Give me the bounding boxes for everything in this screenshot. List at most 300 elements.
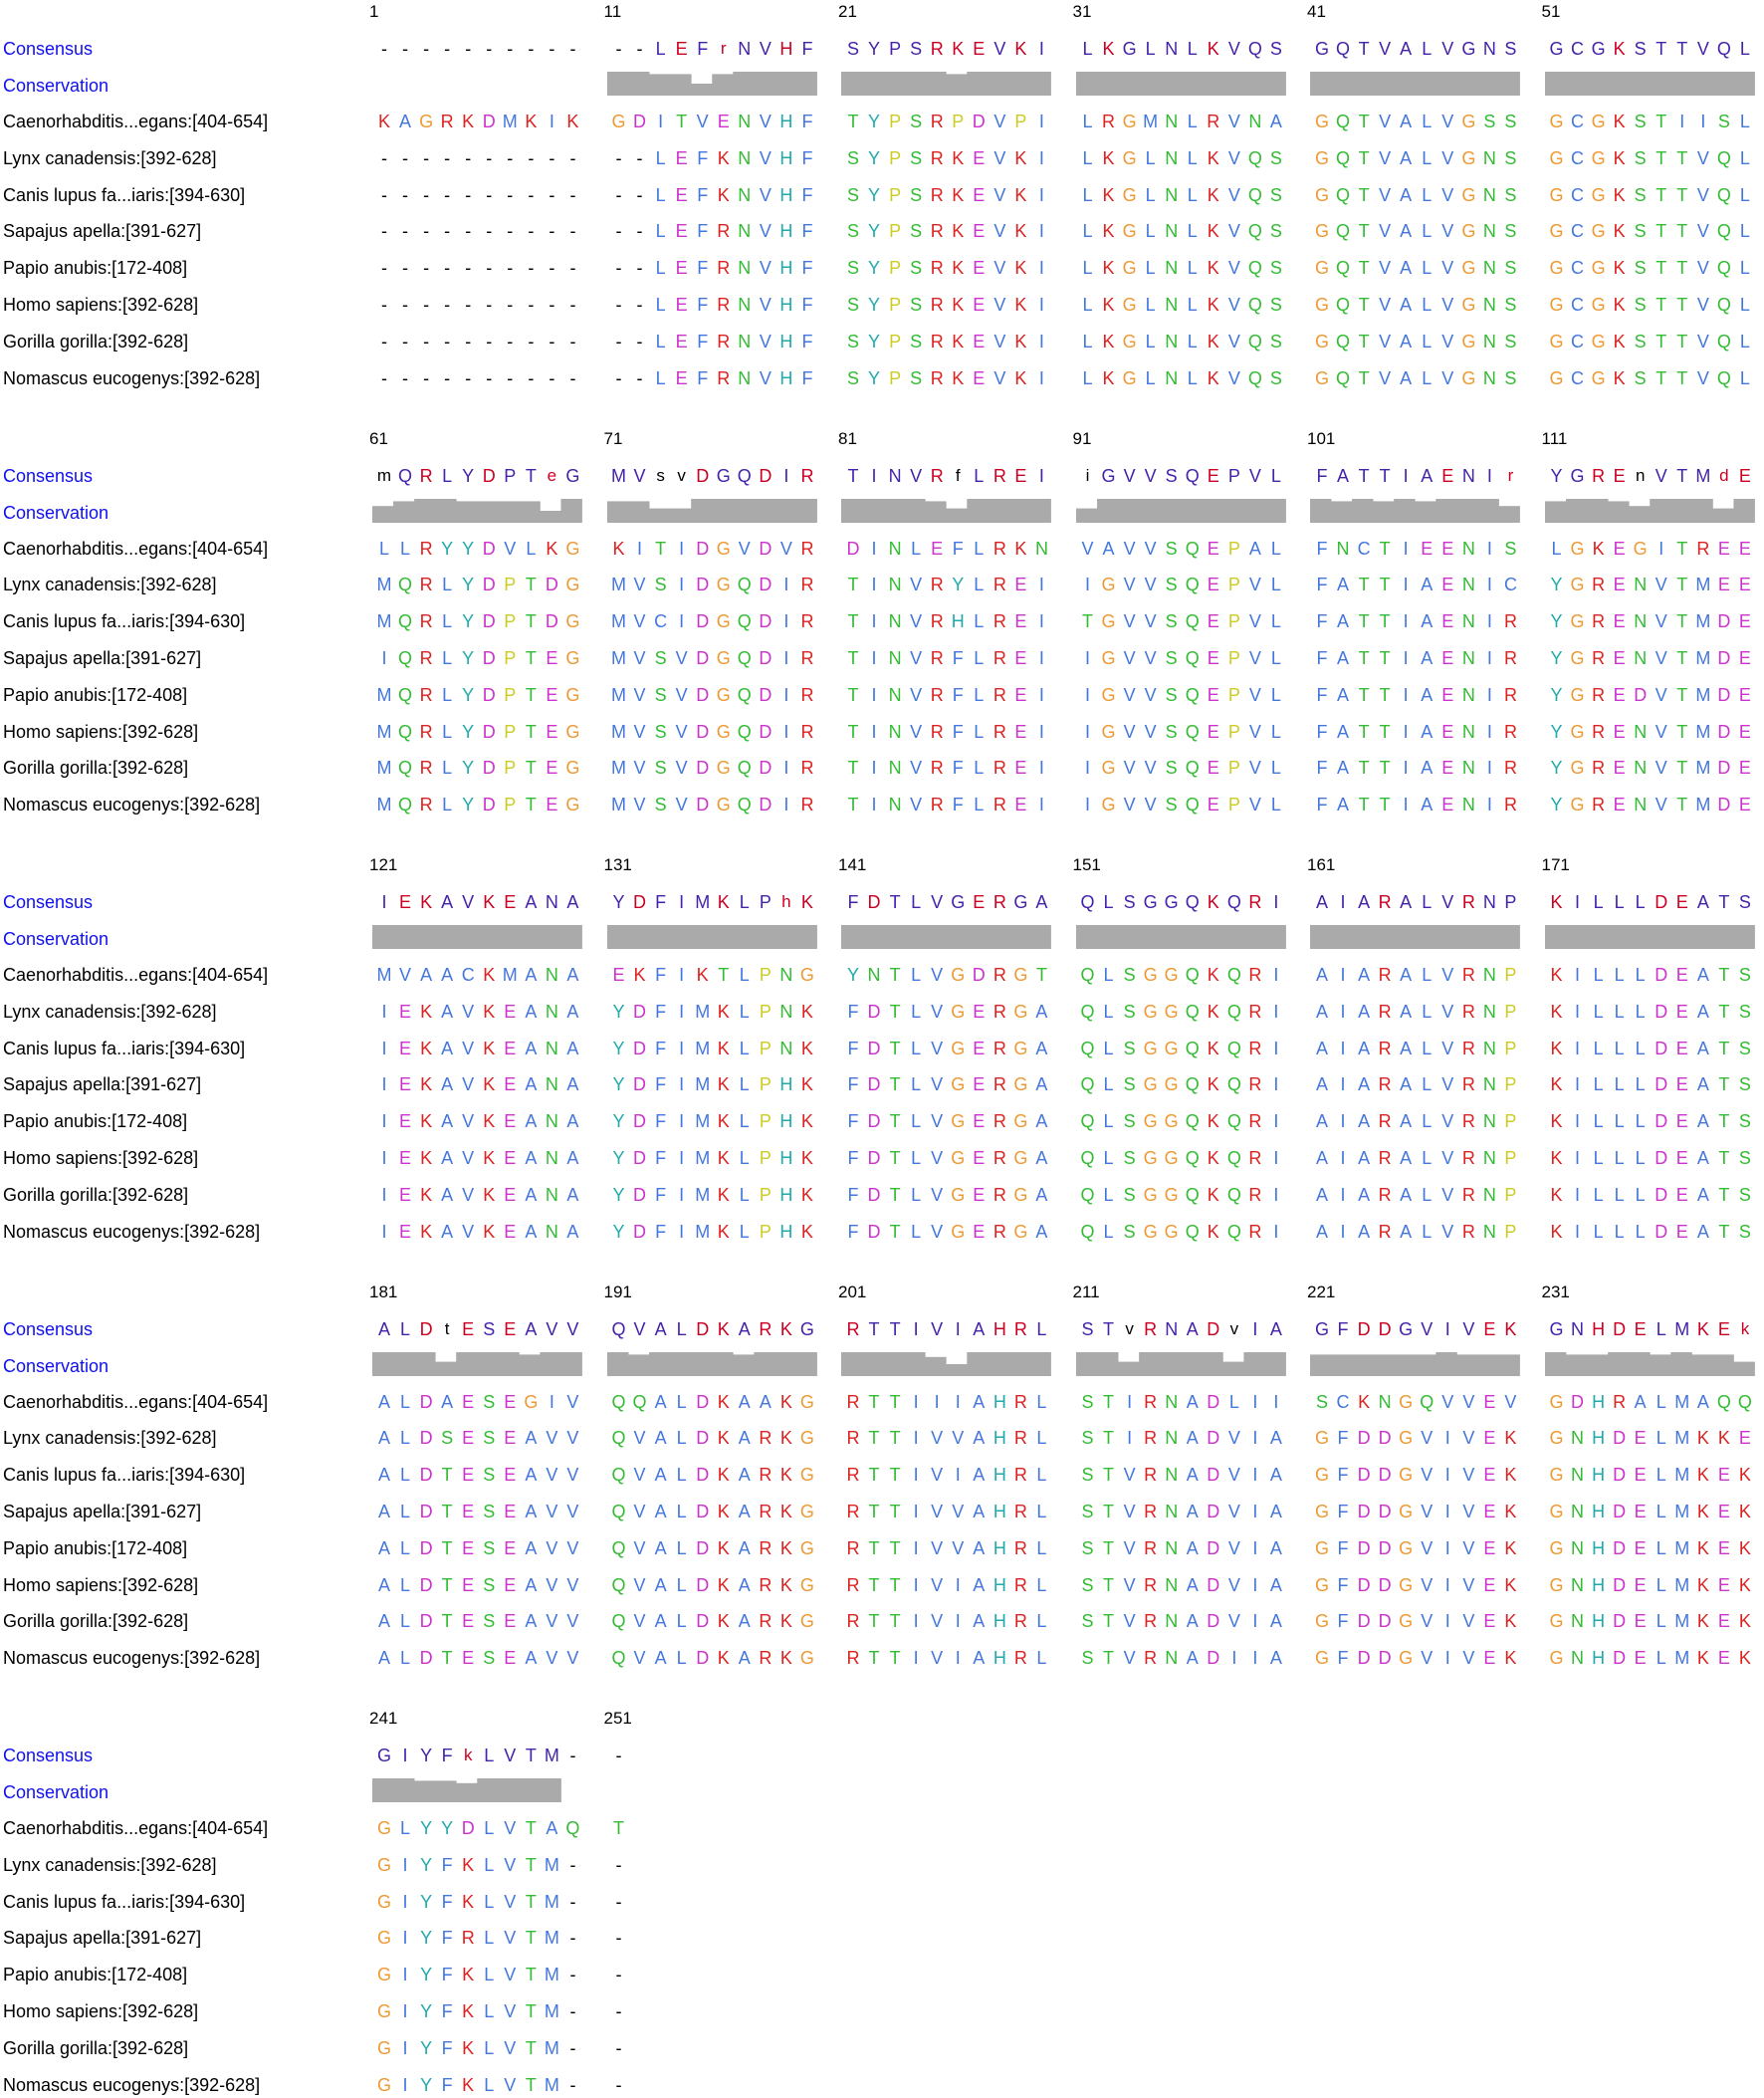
consensus-residue: d <box>1719 465 1729 485</box>
residue: R <box>992 465 1006 486</box>
conservation-bar <box>967 499 988 523</box>
residue: A <box>566 1148 579 1168</box>
residue: D <box>1717 684 1731 705</box>
residue: - <box>402 258 409 279</box>
residue: F <box>655 1184 667 1205</box>
residue: L <box>676 1648 687 1669</box>
conservation-bar-group <box>1545 72 1755 98</box>
residue: - <box>465 221 472 242</box>
residue: A <box>738 1574 751 1595</box>
residue: A <box>441 1148 454 1168</box>
residue: G <box>1314 184 1329 205</box>
conservation-bar <box>904 72 925 96</box>
residue: S <box>1081 1574 1094 1595</box>
residue: S <box>1123 1001 1136 1022</box>
residue: F <box>655 892 667 912</box>
residue: S <box>1269 39 1282 59</box>
residue: I <box>871 465 877 486</box>
residue: - <box>615 184 622 205</box>
residue: F <box>1337 1574 1349 1595</box>
residue: L <box>1145 331 1156 351</box>
residue: G <box>1164 1001 1179 1022</box>
residue: T <box>1718 1184 1730 1205</box>
sequence-label: Papio anubis:[172-408] <box>3 684 188 705</box>
residue: R <box>992 892 1006 912</box>
residue: L <box>442 684 453 705</box>
residue: V <box>1144 721 1157 742</box>
residue: V <box>462 1148 475 1168</box>
residue: R <box>419 611 433 632</box>
residue: H <box>779 1111 793 1132</box>
residue: L <box>1593 1148 1604 1168</box>
residue: D <box>1207 1501 1220 1521</box>
residue: R <box>846 1428 860 1449</box>
residue: E <box>675 147 688 168</box>
residue: I <box>402 1965 408 1985</box>
residue: K <box>1207 1148 1219 1168</box>
residue: S <box>1123 1221 1136 1242</box>
conservation-bar <box>414 925 435 949</box>
residue: V <box>1227 367 1240 388</box>
residue: Q <box>1226 965 1241 985</box>
residue: V <box>1441 1074 1454 1095</box>
conservation-bar-group <box>372 925 582 951</box>
residue: T <box>1379 721 1391 742</box>
residue: A <box>1269 1465 1282 1486</box>
residue: V <box>633 647 646 668</box>
residue: G <box>1591 295 1606 315</box>
residue: I <box>783 647 789 668</box>
residue: Q <box>737 684 752 705</box>
residue: R <box>1461 1074 1475 1095</box>
residue: D <box>696 1501 710 1521</box>
conservation-bar <box>733 925 754 949</box>
conservation-bar <box>1097 499 1118 523</box>
residue: V <box>1123 1574 1136 1595</box>
residue: I <box>1038 295 1044 315</box>
residue: A <box>525 1148 538 1168</box>
residue: L <box>1422 1184 1433 1205</box>
residue: V <box>566 1648 579 1669</box>
residue: D <box>482 575 496 595</box>
residue: A <box>377 1537 390 1558</box>
residue: V <box>993 112 1006 131</box>
residue: H <box>779 1148 793 1168</box>
residue: K <box>420 1111 433 1132</box>
residue: E <box>399 1148 412 1168</box>
residue: A <box>377 1318 390 1339</box>
residue: T <box>1676 647 1688 668</box>
residue: K <box>1738 1648 1751 1669</box>
residue: A <box>1400 1111 1413 1132</box>
residue: N <box>888 684 902 705</box>
residue: V <box>1462 1318 1475 1339</box>
position-number: 211 <box>1072 1282 1100 1301</box>
residue: K <box>483 1074 496 1095</box>
residue: I <box>1486 647 1492 668</box>
residue: D <box>696 1611 710 1632</box>
residue: I <box>934 1391 940 1412</box>
conservation-bar <box>712 499 733 523</box>
residue: L <box>442 795 453 816</box>
residue: - <box>507 367 514 388</box>
residue: A <box>1315 1184 1328 1205</box>
residue: T <box>1676 39 1688 59</box>
residue: R <box>846 1611 860 1632</box>
conservation-bar <box>1222 72 1243 96</box>
residue: V <box>633 758 646 779</box>
residue: A <box>566 965 579 985</box>
residue: G <box>1399 1537 1414 1558</box>
residue: T <box>1358 758 1370 779</box>
residue: T <box>1358 684 1370 705</box>
residue: V <box>931 965 944 985</box>
residue: E <box>973 1001 986 1022</box>
conservation-bar <box>946 925 967 949</box>
residue: V <box>1504 1391 1517 1412</box>
residue: R <box>930 575 944 595</box>
residue: Y <box>420 1965 433 1985</box>
residue: D <box>696 1574 710 1595</box>
residue: A <box>1269 1537 1282 1558</box>
residue: M <box>376 721 392 742</box>
residue: Y <box>462 538 475 559</box>
residue: - <box>528 295 535 315</box>
residue: S <box>1738 1074 1751 1095</box>
residue: G <box>1549 1318 1564 1339</box>
residue: V <box>633 1501 646 1521</box>
residue: K <box>483 1184 496 1205</box>
residue: A <box>1337 721 1350 742</box>
residue: H <box>951 611 965 632</box>
residue: V <box>504 1854 517 1875</box>
residue: S <box>1738 1038 1751 1058</box>
residue: S <box>1634 147 1647 168</box>
residue: E <box>504 1038 517 1058</box>
sequence-label: Lynx canadensis:[392-628] <box>3 575 217 595</box>
residue: H <box>779 184 793 205</box>
residue: G <box>716 575 731 595</box>
residue: T <box>847 795 859 816</box>
residue: N <box>738 184 752 205</box>
residue: N <box>779 1001 793 1022</box>
residue: G <box>1549 1574 1564 1595</box>
residue: A <box>738 1611 751 1632</box>
residue: M <box>1674 1611 1690 1632</box>
residue: V <box>993 147 1006 168</box>
residue: R <box>992 684 1006 705</box>
residue: L <box>1187 184 1198 205</box>
residue: L <box>1422 221 1433 242</box>
residue: F <box>655 1111 667 1132</box>
residue: V <box>1462 1465 1475 1486</box>
residue: V <box>1379 39 1392 59</box>
residue: N <box>1571 1501 1585 1521</box>
residue: G <box>799 1648 814 1669</box>
residue: K <box>1613 39 1626 59</box>
residue: A <box>1696 1001 1709 1022</box>
conservation-label: Conservation <box>3 1782 110 1802</box>
residue: L <box>1036 1391 1047 1412</box>
residue: G <box>1122 295 1137 315</box>
residue: V <box>931 1465 944 1486</box>
residue: D <box>1717 721 1731 742</box>
residue: L <box>655 367 666 388</box>
residue: V <box>1227 331 1240 351</box>
residue: G <box>1101 575 1116 595</box>
residue: F <box>801 295 813 315</box>
residue: N <box>779 965 793 985</box>
residue: V <box>1248 758 1261 779</box>
sequence-label: Nomascus eucogenys:[392-628] <box>3 1221 261 1242</box>
residue: V <box>1227 1501 1240 1521</box>
residue: V <box>759 367 772 388</box>
residue: M <box>611 647 626 668</box>
residue: K <box>800 1111 813 1132</box>
conservation-bar <box>754 72 774 96</box>
residue: T <box>441 1648 453 1669</box>
residue: V <box>546 1501 558 1521</box>
residue: S <box>1483 112 1496 131</box>
residue: L <box>1739 367 1750 388</box>
residue: D <box>1717 758 1731 779</box>
conservation-bar <box>1243 72 1264 96</box>
conservation-bar <box>372 1778 393 1802</box>
conservation-bar <box>1139 1352 1160 1376</box>
residue: F <box>952 538 964 559</box>
residue: A <box>1315 1111 1328 1132</box>
conservation-bar <box>540 925 560 949</box>
residue: L <box>655 221 666 242</box>
residue: E <box>973 295 986 315</box>
residue: L <box>484 1965 495 1985</box>
residue: G <box>1549 331 1564 351</box>
residue: - <box>507 221 514 242</box>
residue: E <box>1738 1428 1751 1449</box>
residue: A <box>1400 184 1413 205</box>
residue: - <box>569 1854 576 1875</box>
residue: V <box>1421 1611 1433 1632</box>
residue: A <box>1400 1184 1413 1205</box>
residue: - <box>381 331 387 351</box>
residue: R <box>1461 1148 1475 1168</box>
residue: L <box>1145 258 1156 279</box>
residue: N <box>1165 184 1179 205</box>
conservation-bar <box>1097 925 1118 949</box>
conservation-bar <box>967 72 988 96</box>
residue: D <box>1378 1318 1392 1339</box>
residue: Y <box>462 611 475 632</box>
residue: D <box>1654 1001 1668 1022</box>
residue: P <box>889 367 902 388</box>
residue: L <box>1270 721 1281 742</box>
residue: K <box>717 1148 730 1168</box>
residue: S <box>1081 1465 1094 1486</box>
residue: A <box>1696 892 1709 912</box>
residue: C <box>1571 221 1585 242</box>
residue: L <box>1082 331 1093 351</box>
residue: F <box>441 2001 453 2021</box>
residue: R <box>1503 684 1517 705</box>
residue: R <box>846 1318 860 1339</box>
residue: R <box>1378 1148 1392 1168</box>
residue: N <box>1482 1184 1496 1205</box>
conservation-bar <box>1264 1352 1285 1376</box>
residue: Y <box>420 1891 433 1912</box>
residue: G <box>1570 538 1585 559</box>
residue: I <box>955 1574 961 1595</box>
residue: K <box>612 538 625 559</box>
residue: R <box>1248 1111 1262 1132</box>
residue: Q <box>1185 965 1200 985</box>
residue: G <box>1314 39 1329 59</box>
residue: G <box>1461 367 1476 388</box>
residue: L <box>1614 892 1625 912</box>
residue: V <box>1248 795 1261 816</box>
residue: L <box>1593 1111 1604 1132</box>
residue: V <box>1227 1611 1240 1632</box>
conservation-bar <box>1650 1354 1670 1376</box>
residue: A <box>1400 367 1413 388</box>
residue: S <box>1123 1074 1136 1095</box>
residue: K <box>952 331 965 351</box>
residue: E <box>462 1648 475 1669</box>
conservation-bar <box>1670 499 1691 523</box>
residue: Q <box>398 611 413 632</box>
residue: A <box>525 1221 538 1242</box>
residue: L <box>1270 684 1281 705</box>
residue: V <box>1379 331 1392 351</box>
residue: L <box>1270 465 1281 486</box>
residue: D <box>1378 1648 1392 1669</box>
residue: V <box>566 1611 579 1632</box>
residue: E <box>1634 1318 1647 1339</box>
conservation-bar <box>1139 499 1160 523</box>
residue: D <box>759 538 772 559</box>
residue: S <box>910 331 923 351</box>
conservation-bar <box>372 1352 393 1376</box>
residue: E <box>717 112 730 131</box>
residue: G <box>716 684 731 705</box>
conservation-bar <box>1373 72 1394 96</box>
residue: A <box>1696 1074 1709 1095</box>
conservation-bar <box>1394 499 1415 523</box>
residue: D <box>419 1501 433 1521</box>
residue: E <box>1207 538 1219 559</box>
residue: L <box>1614 1148 1625 1168</box>
residue: Q <box>1716 221 1731 242</box>
residue: S <box>846 331 859 351</box>
residue: V <box>546 1574 558 1595</box>
consensus-residue: h <box>781 892 791 911</box>
residue: - <box>402 295 409 315</box>
residue: R <box>1144 1537 1158 1558</box>
conservation-bar <box>670 925 691 949</box>
residue: I <box>1084 647 1090 668</box>
conservation-bar <box>414 1352 435 1376</box>
residue: V <box>1379 367 1392 388</box>
position-number: 181 <box>369 1282 398 1301</box>
residue: F <box>1316 647 1328 668</box>
residue: G <box>799 1501 814 1521</box>
conservation-bar <box>607 925 628 949</box>
residue: - <box>549 367 555 388</box>
residue: V <box>1441 295 1454 315</box>
residue: G <box>1013 1184 1028 1205</box>
residue: K <box>1207 1001 1219 1022</box>
residue: I <box>679 538 685 559</box>
residue: K <box>1102 184 1115 205</box>
conservation-bar-group <box>607 1778 628 1804</box>
residue: I <box>783 611 789 632</box>
residue: N <box>888 758 902 779</box>
residue: S <box>1738 1184 1751 1205</box>
residue: D <box>696 465 710 486</box>
residue: M <box>1674 1428 1690 1449</box>
residue: T <box>868 1574 880 1595</box>
residue: V <box>1227 112 1240 131</box>
residue: A <box>1035 1074 1048 1095</box>
residue: N <box>738 39 752 59</box>
residue: L <box>1593 1074 1604 1095</box>
residue: K <box>1613 295 1626 315</box>
residue: T <box>1103 1391 1115 1412</box>
residue: R <box>1378 892 1392 912</box>
residue: A <box>1358 1184 1371 1205</box>
residue: E <box>546 721 558 742</box>
residue: V <box>910 647 923 668</box>
residue: A <box>654 1428 667 1449</box>
residue: L <box>655 147 666 168</box>
residue: V <box>1441 1001 1454 1022</box>
residue: R <box>759 1428 772 1449</box>
residue: S <box>846 221 859 242</box>
residue: P <box>759 1001 772 1022</box>
residue: S <box>1504 538 1517 559</box>
residue: G <box>1461 295 1476 315</box>
residue: A <box>654 1648 667 1669</box>
residue: T <box>847 684 859 705</box>
residue: V <box>1696 221 1709 242</box>
residue: K <box>1504 1537 1517 1558</box>
residue: L <box>400 1818 411 1838</box>
residue: A <box>441 1391 454 1412</box>
residue: Q <box>1226 1111 1241 1132</box>
residue: D <box>696 647 710 668</box>
residue: A <box>738 1428 751 1449</box>
residue: A <box>1400 221 1413 242</box>
residue: E <box>546 795 558 816</box>
residue: A <box>1315 1148 1328 1168</box>
residue: R <box>930 647 944 668</box>
residue: A <box>973 1391 986 1412</box>
residue: A <box>973 1537 986 1558</box>
residue: A <box>441 1184 454 1205</box>
residue: V <box>759 147 772 168</box>
sequence-label: Papio anubis:[172-408] <box>3 1965 188 1985</box>
residue: G <box>1143 1221 1158 1242</box>
residue: L <box>400 1648 411 1669</box>
residue: M <box>544 2001 559 2021</box>
residue: F <box>655 1001 667 1022</box>
conservation-bar <box>519 501 540 523</box>
residue: D <box>696 1537 710 1558</box>
residue: I <box>1444 1428 1450 1449</box>
residue: D <box>1613 1648 1627 1669</box>
residue: L <box>974 684 985 705</box>
residue: K <box>1696 1611 1709 1632</box>
residue: I <box>1252 1465 1258 1486</box>
